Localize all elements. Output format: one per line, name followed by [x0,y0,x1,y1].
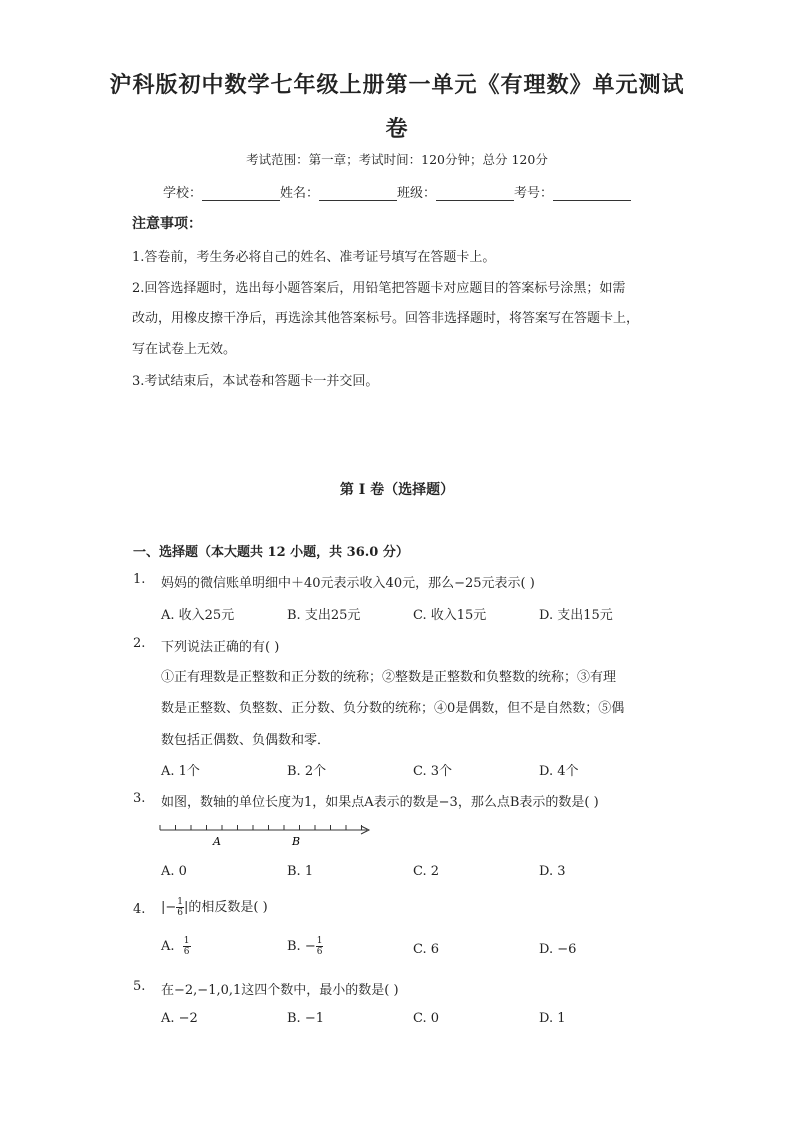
question-text: 如图，数轴的单位长度为1，如果点A表示的数是−3，那么点B表示的数是( ) [161,795,599,810]
question-statement-line: ①正有理数是正整数和正分数的统称；②整数是正整数和负整数的统称；③有理 [161,670,617,685]
question-text: 下列说法正确的有( ) [161,640,280,655]
student-info-line [163,182,631,201]
question-statement-line: 数包括正偶数、负偶数和零． [161,733,331,748]
option-a[interactable] [161,932,191,962]
option-label: A. [161,939,175,954]
fraction [183,936,191,957]
question-number: 1. [133,572,146,587]
question-text [161,893,268,923]
notice-item-2-line1: 2.回答选择题时，选出每小题答案后，用铅笔把答题卡对应题目的答案标号涂黑；如需 [132,281,626,296]
exam-title-line2: 卷 [385,116,409,142]
option-b[interactable]: B. 1 [287,864,314,879]
class-label: 班级： [397,186,437,201]
option-b[interactable]: B. 支出25元 [287,608,361,623]
school-label: 学校： [163,186,203,201]
name-label: 姓名： [280,186,320,201]
option-d[interactable]: D. 支出15元 [539,608,613,623]
option-c[interactable]: C. 0 [413,1011,440,1026]
section-title: 第 I 卷（选择题） [339,482,455,498]
axis-ticks [160,825,362,830]
option-d[interactable]: D. −6 [539,942,577,957]
notice-heading: 注意事项： [132,216,202,232]
notice-item-2-line3: 写在试卷上无效。 [132,342,237,357]
option-label: B. − [287,939,316,954]
part-heading: 一、选择题（本大题共 12 小题，共 36.0 分） [133,545,409,560]
abs-prefix: |− [161,900,177,915]
number-blank[interactable] [553,186,631,201]
point-a-label: A [213,835,221,848]
class-blank[interactable] [436,186,514,201]
fraction [316,936,324,957]
question-number: 2. [133,636,146,651]
fraction [176,897,184,918]
notice-item-2-line2: 改动，用橡皮擦干净后，再选涂其他答案标号。回答非选择题时，将答案写在答题卡上， [132,311,640,326]
notice-item-1: 1.答卷前，考生务必将自己的姓名、准考证号填写在答题卡上。 [132,250,496,265]
fraction-denominator: 6 [177,908,184,918]
option-c[interactable]: C. 收入15元 [413,608,487,623]
number-line-figure [155,818,380,852]
fraction-numerator: 1 [183,936,190,946]
option-c[interactable]: C. 3个 [413,764,453,779]
question-statement-line: 数是正整数、负整数、正分数、负分数的统称；④0是偶数，但不是自然数；⑤偶 [161,701,625,716]
exam-title-line1: 沪科版初中数学七年级上册第一单元《有理数》单元测试 [109,72,685,98]
option-a[interactable]: A. −2 [161,1011,198,1026]
option-d[interactable]: D. 1 [539,1011,566,1026]
question-number: 5. [133,979,146,994]
question-suffix: |的相反数是( ) [184,900,268,915]
fraction-numerator: 1 [316,936,323,946]
exam-scope: 考试范围：第一章；考试时间：120分钟；总分 120分 [246,152,548,167]
option-d[interactable]: D. 3 [539,864,566,879]
school-blank[interactable] [202,186,280,201]
option-a[interactable]: A. 1个 [161,764,200,779]
question-number: 3. [133,791,146,806]
option-d[interactable]: D. 4个 [539,764,579,779]
option-b[interactable] [287,932,323,962]
option-b[interactable]: B. 2个 [287,764,327,779]
question-text: 妈妈的微信账单明细中＋40元表示收入40元，那么−25元表示( ) [161,576,535,591]
fraction-denominator: 6 [183,947,190,957]
point-b-label: B [292,835,301,848]
question-number: 4. [133,902,146,917]
option-c[interactable]: C. 6 [413,942,440,957]
option-c[interactable]: C. 2 [413,864,440,879]
question-text: 在−2,−1,0,1这四个数中，最小的数是( ) [161,983,399,998]
option-a[interactable]: A. 0 [161,864,187,879]
notice-item-3: 3.考试结束后，本试卷和答题卡一并交回。 [132,374,379,389]
option-a[interactable]: A. 收入25元 [161,608,235,623]
fraction-denominator: 6 [316,947,323,957]
fraction-numerator: 1 [177,897,184,907]
option-b[interactable]: B. −1 [287,1011,324,1026]
number-label: 考号： [514,186,554,201]
name-blank[interactable] [319,186,397,201]
